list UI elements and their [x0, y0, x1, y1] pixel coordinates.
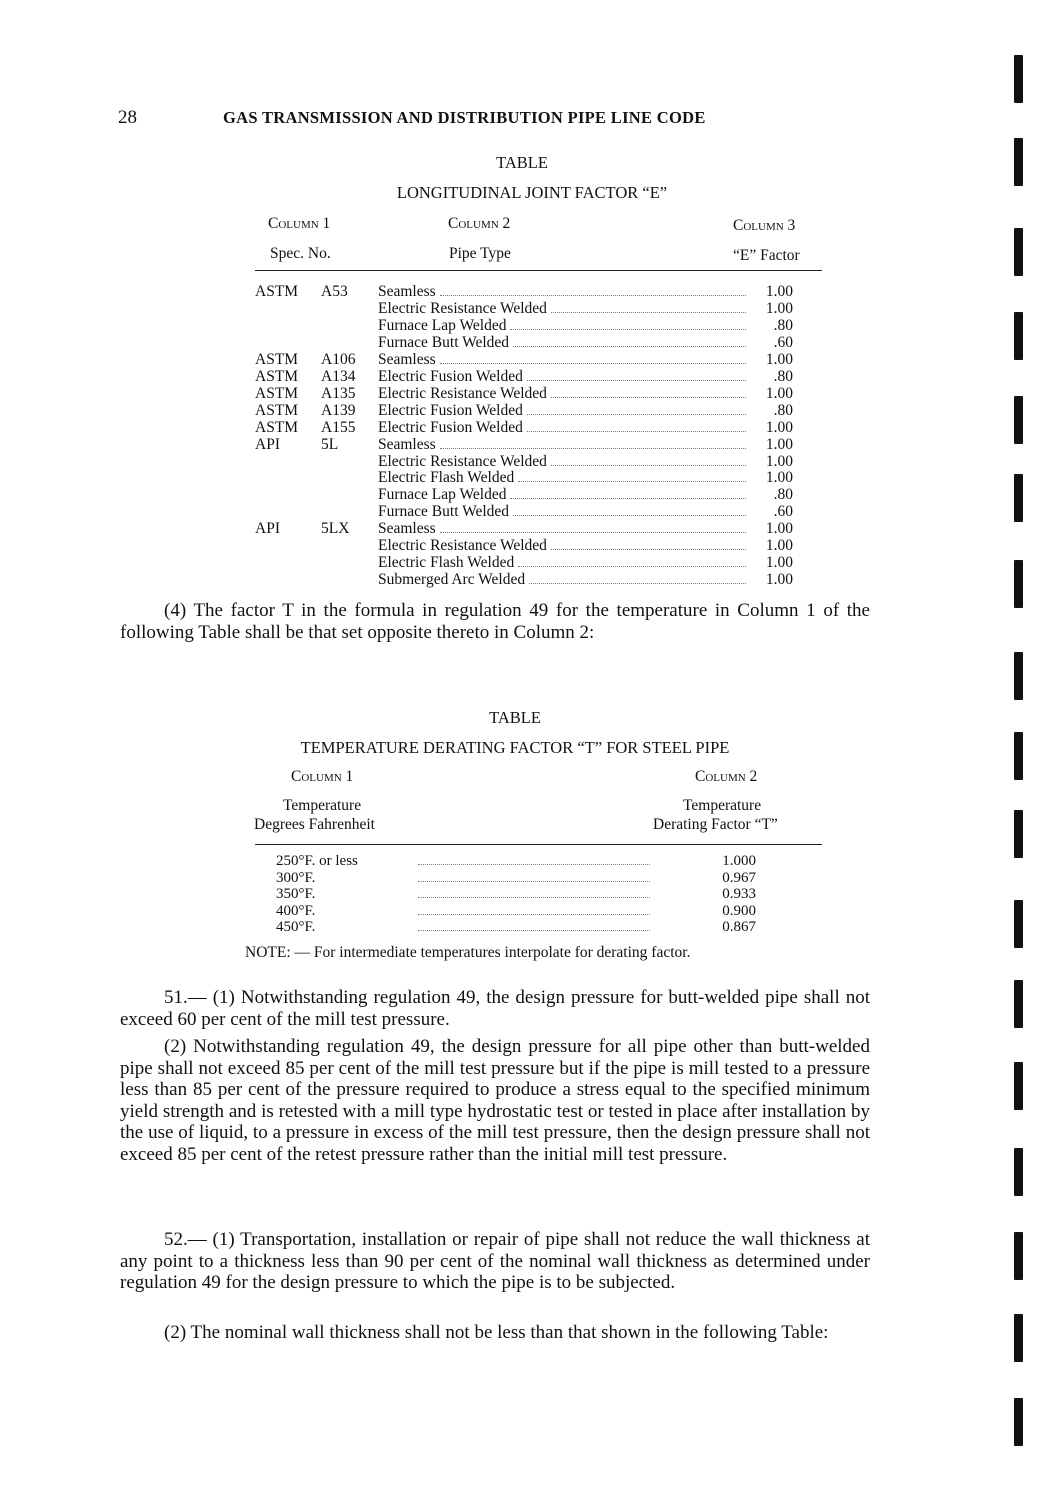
derating-factor: 1.000 [722, 853, 756, 869]
table-t-row [276, 903, 756, 919]
table-e-col1-sub: Spec. No. [270, 245, 331, 262]
pipe-type [378, 469, 748, 486]
binding-mark [1014, 560, 1023, 608]
e-factor: 1.00 [765, 452, 793, 470]
table-t-row [276, 919, 756, 935]
spec-org: API [255, 435, 280, 453]
e-factor: .80 [773, 486, 793, 504]
page-header [118, 107, 878, 131]
pipe-type [378, 368, 748, 385]
e-factor: .80 [773, 316, 793, 334]
pipe-type-label: Furnace Lap Welded [378, 316, 507, 334]
pipe-type [378, 317, 748, 334]
binding-mark [1014, 312, 1023, 360]
spec-number: A139 [321, 401, 356, 419]
spec-org: ASTM [255, 401, 299, 419]
reg-51-text-1: — (1) Notwithstanding regulation 49, the design pressure for butt-welded pipe shall not exceed 60 per cent of the mill test pressure. [120, 987, 870, 1030]
temperature: 400°F. [276, 902, 316, 919]
spec-org: ASTM [255, 384, 299, 402]
e-factor: 1.00 [765, 537, 793, 555]
table-t-row [276, 886, 756, 902]
derating-factor: 0.900 [722, 902, 756, 919]
pipe-type-label: Electric Resistance Welded [378, 537, 547, 555]
e-factor: .60 [773, 333, 793, 351]
derating-factor: 0.867 [722, 919, 756, 936]
pipe-type [378, 351, 748, 368]
dot-leader [440, 363, 746, 364]
temperature: 350°F. [276, 886, 316, 903]
dot-leader [440, 295, 746, 296]
pipe-type [378, 385, 748, 402]
table-e-row [255, 436, 823, 453]
spec-org: ASTM [255, 418, 299, 436]
dot-leader [527, 414, 746, 415]
pipe-type-label: Electric Fusion Welded [378, 418, 523, 436]
temperature: 300°F. [276, 869, 316, 886]
binding-mark [1014, 732, 1023, 780]
table-e-row [255, 537, 823, 554]
table-e-col3-sub: “E” Factor [733, 247, 800, 264]
derating-factor: 0.967 [722, 869, 756, 886]
binding-mark [1014, 474, 1023, 522]
table-e-row [255, 520, 823, 537]
table-e-row [255, 300, 823, 317]
binding-mark [1014, 396, 1023, 444]
e-factor: 1.00 [765, 384, 793, 402]
pipe-type-label: Electric Fusion Welded [378, 367, 523, 385]
dot-leader [518, 481, 746, 482]
binding-mark [1014, 652, 1023, 700]
reg-52-para-2: (2) The nominal wall thickness shall not be less than that shown in the following Table: [164, 1322, 829, 1343]
pipe-type-label: Submerged Arc Welded [378, 571, 526, 589]
binding-mark [1014, 138, 1023, 186]
pipe-type-label: Electric Resistance Welded [378, 384, 547, 402]
e-factor: 1.00 [765, 554, 793, 572]
table-e-col1-head: Column 1 [268, 215, 331, 232]
table-t-col2-head: Column 2 [695, 768, 758, 785]
table-e-row [255, 571, 823, 588]
table-e-col2-sub: Pipe Type [449, 245, 511, 262]
dot-leader [510, 329, 746, 330]
binding-mark [1014, 1398, 1023, 1446]
pipe-type [378, 503, 748, 520]
dot-leader [518, 566, 746, 567]
pipe-type [378, 554, 748, 571]
dot-leader [551, 549, 746, 550]
running-title: GAS TRANSMISSION AND DISTRIBUTION PIPE LINE CODE [223, 108, 706, 127]
table-e-row [255, 469, 823, 486]
dot-leader [513, 515, 746, 516]
e-factor: 1.00 [765, 350, 793, 368]
pipe-type-label: Electric Flash Welded [378, 554, 515, 572]
spec-org: ASTM [255, 350, 299, 368]
pipe-type [378, 402, 748, 419]
reg-52-para-1 [120, 1229, 870, 1294]
dot-leader [551, 312, 746, 313]
pipe-type-label: Seamless [378, 283, 436, 300]
binding-mark [1014, 228, 1023, 276]
pipe-type [378, 486, 748, 503]
table-e-row [255, 554, 823, 571]
table-e-title: LONGITUDINAL JOINT FACTOR “E” [396, 183, 668, 202]
pipe-type-label: Electric Flash Welded [378, 469, 515, 487]
reg-52-text-1: — (1) Transportation, installation or repair of pipe shall not reduce the wall thickness at any point to a thickness less than 90 per cent of the nominal wall thickness as determined under regulation 49 for the design pressure to which the pipe is to be subjected. [120, 1229, 870, 1293]
pipe-type-label: Furnace Lap Welded [378, 486, 507, 504]
table-t-col2-sub1: Temperature [683, 797, 762, 814]
table-e-row [255, 283, 823, 300]
table-e-row [255, 317, 823, 334]
table-e-row [255, 368, 823, 385]
table-t-row [276, 853, 756, 869]
e-factor: .60 [773, 503, 793, 521]
binding-mark [1014, 980, 1023, 1028]
table-e-col2-head: Column 2 [448, 215, 511, 232]
dot-leader [529, 583, 746, 584]
derating-factor: 0.933 [722, 886, 756, 903]
table-e-row [255, 334, 823, 351]
pipe-type [378, 436, 748, 453]
pipe-type-label: Furnace Butt Welded [378, 333, 510, 351]
spec-number: A134 [321, 367, 356, 385]
temperature: 250°F. or less [276, 853, 358, 869]
dot-leader [440, 532, 746, 533]
spec-org: ASTM [255, 283, 299, 300]
dot-leader [418, 881, 650, 882]
table-e-rule [255, 270, 822, 271]
reg-52-number: 52. [164, 1229, 188, 1250]
binding-mark [1014, 55, 1023, 103]
dot-leader [551, 397, 746, 398]
dot-leader [418, 864, 650, 865]
pipe-type [378, 453, 748, 470]
e-factor: .80 [773, 367, 793, 385]
binding-mark [1014, 1232, 1023, 1280]
table-e-col3-head: Column 3 [733, 217, 796, 234]
pipe-type [378, 283, 748, 300]
dot-leader [527, 431, 746, 432]
para-4: (4) The factor T in the formula in regulation 49 for the temperature in Column 1 of the following Table shall be that set opposite thereto in Column 2: [120, 600, 870, 643]
spec-number: A135 [321, 384, 356, 402]
dot-leader [418, 897, 650, 898]
table-e-row [255, 453, 823, 470]
spec-number: A155 [321, 418, 356, 436]
e-factor: 1.00 [765, 299, 793, 317]
dot-leader [551, 465, 746, 466]
table-t-col2-sub2: Derating Factor “T” [653, 816, 778, 833]
spec-org: ASTM [255, 367, 299, 385]
temperature: 450°F. [276, 919, 316, 936]
spec-number: 5LX [321, 520, 350, 538]
e-factor: 1.00 [765, 283, 793, 300]
table-t-col1-sub1: Temperature [283, 797, 362, 814]
table-e-row [255, 402, 823, 419]
dot-leader [418, 914, 650, 915]
spec-number: 5L [321, 435, 339, 453]
table-t-col1-sub2: Degrees Fahrenheit [254, 816, 375, 833]
pipe-type [378, 571, 748, 588]
binding-mark [1014, 900, 1023, 948]
table-t-col1-head: Column 1 [291, 768, 354, 785]
table-t-title: TEMPERATURE DERATING FACTOR “T” FOR STEEL PIPE [300, 738, 730, 757]
reg-51-para-1 [120, 987, 870, 1030]
reg-51-number: 51. [164, 987, 188, 1008]
e-factor: 1.00 [765, 418, 793, 436]
pipe-type [378, 537, 748, 554]
table-e-row [255, 419, 823, 436]
spec-org: API [255, 520, 280, 538]
table-e-row [255, 351, 823, 368]
e-factor: 1.00 [765, 435, 793, 453]
dot-leader [527, 380, 746, 381]
pipe-type [378, 520, 748, 537]
pipe-type-label: Electric Resistance Welded [378, 299, 547, 317]
table-t-row [276, 870, 756, 886]
pipe-type [378, 300, 748, 317]
e-factor: 1.00 [765, 469, 793, 487]
pipe-type-label: Electric Fusion Welded [378, 401, 523, 419]
binding-mark [1014, 1062, 1023, 1110]
table-e-row [255, 486, 823, 503]
dot-leader [513, 346, 746, 347]
spec-number: A53 [321, 283, 348, 300]
table-t-note: NOTE: — For intermediate temperatures interpolate for derating factor. [245, 944, 691, 961]
binding-mark [1014, 1148, 1023, 1196]
page-number: 28 [118, 107, 137, 128]
table-e-label: TABLE [496, 153, 548, 172]
binding-mark [1014, 1314, 1023, 1362]
pipe-type-label: Seamless [378, 520, 436, 538]
binding-mark [1014, 810, 1023, 858]
e-factor: 1.00 [765, 571, 793, 589]
e-factor: .80 [773, 401, 793, 419]
pipe-type-label: Seamless [378, 350, 436, 368]
e-factor: 1.00 [765, 520, 793, 538]
pipe-type-label: Furnace Butt Welded [378, 503, 510, 521]
spec-number: A106 [321, 350, 356, 368]
pipe-type [378, 419, 748, 436]
pipe-type [378, 334, 748, 351]
pipe-type-label: Electric Resistance Welded [378, 452, 547, 470]
table-t-rule [255, 844, 822, 845]
table-t-label: TABLE [489, 708, 541, 727]
pipe-type-label: Seamless [378, 435, 436, 453]
table-e-row [255, 503, 823, 520]
dot-leader [510, 498, 746, 499]
dot-leader [440, 448, 746, 449]
reg-51-para-2: (2) Notwithstanding regulation 49, the design pressure for all pipe other than butt-welded pipe shall not exceed 85 per cent of the mill test pressure but if the pipe is mill tested to a pressure less than 85 per cent of the pressure required to produce a stress equal to the specified minimum yield strength and is retested with a mill type hydrostatic test or tested in place after installation by the use of liquid, to a pressure in excess of the mill test pressure, then the design pressure shall not exceed 85 per cent of the retest pressure rather than the initial mill test pressure. [120, 1036, 870, 1165]
dot-leader [418, 930, 650, 931]
table-e-row [255, 385, 823, 402]
